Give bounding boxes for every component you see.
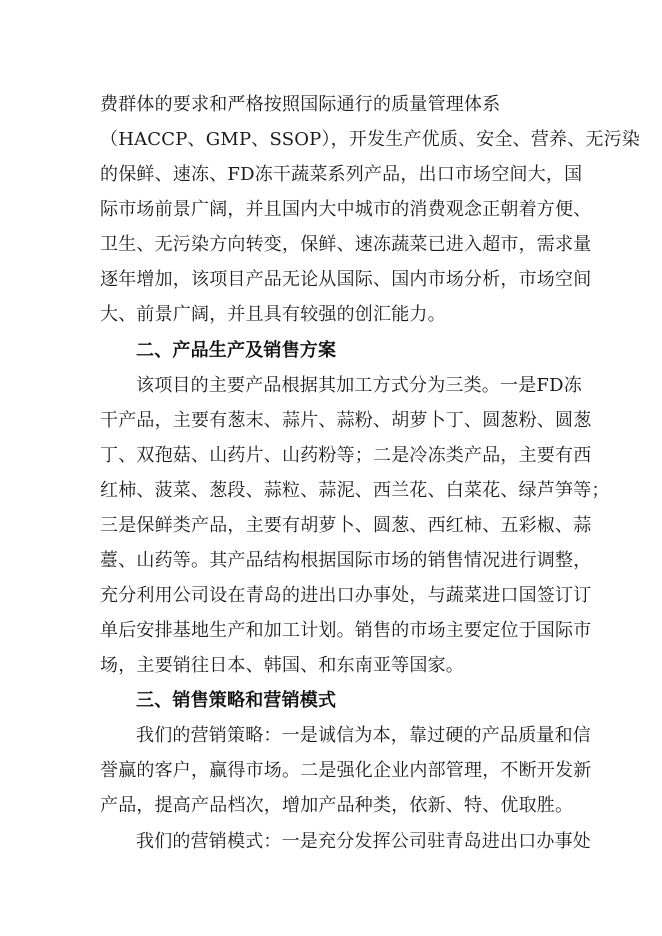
paragraph-line: 薹、山药等。其产品结构根据国际市场的销售情况进行调整， bbox=[100, 550, 592, 571]
paragraph-line: 干产品，主要有葱末、蒜片、蒜粉、胡萝卜丁、圆葱粉、圆葱 bbox=[100, 410, 592, 431]
paragraph-line-end: 产品，提高产品档次，增加产品种类，依新、特、优取胜。 bbox=[100, 795, 574, 816]
paragraph-first-line: 该项目的主要产品根据其加工方式分为三类。一是FD冻 bbox=[136, 375, 582, 396]
paragraph-first-line: 我们的营销模式：一是充分发挥公司驻青岛进出口办事处 bbox=[136, 831, 591, 852]
paragraph-line: 三是保鲜类产品，主要有胡萝卜、圆葱、西红柿、五彩椒、蒜 bbox=[100, 515, 592, 536]
paragraph-line-continuation: 费群体的要求和严格按照国际通行的质量管理体系 bbox=[100, 94, 501, 115]
section-heading-product-sales: 二、产品生产及销售方案 bbox=[136, 340, 337, 361]
paragraph-line: 际市场前景广阔，并且国内大中城市的消费观念正朝着方便、 bbox=[100, 199, 592, 220]
paragraph-line: 充分利用公司设在青岛的进出口办事处，与蔬菜进口国签订订 bbox=[100, 585, 592, 606]
paragraph-line: 红柿、菠菜、葱段、蒜粒、蒜泥、西兰花、白菜花、绿芦笋等； bbox=[100, 480, 610, 501]
paragraph-line: 的保鲜、速冻、FD冻干蔬菜系列产品，出口市场空间大，国 bbox=[100, 164, 583, 185]
paragraph-line: 单后安排基地生产和加工计划。销售的市场主要定位于国际市 bbox=[100, 620, 592, 641]
paragraph-line-end: 场，主要销往日本、韩国、和东南亚等国家。 bbox=[100, 655, 464, 676]
paragraph-line-end: 大、前景广阔，并且具有较强的创汇能力。 bbox=[100, 304, 446, 325]
paragraph-line: 丁、双孢菇、山药片、山药粉等；二是冷冻类产品，主要有西 bbox=[100, 445, 592, 466]
paragraph-line: （HACCP、GMP、SSOP），开发生产优质、安全、营养、无污染 bbox=[100, 129, 641, 150]
paragraph-first-line: 我们的营销策略：一是诚信为本，靠过硬的产品质量和信 bbox=[136, 725, 591, 746]
section-heading-sales-strategy: 三、销售策略和营销模式 bbox=[136, 690, 337, 711]
paragraph-line: 誉赢的客户，赢得市场。二是强化企业内部管理，不断开发新 bbox=[100, 760, 592, 781]
paragraph-line: 逐年增加，该项目产品无论从国际、国内市场分析，市场空间 bbox=[100, 269, 592, 290]
paragraph-line: 卫生、无污染方向转变，保鲜、速冻蔬菜已进入超市，需求量 bbox=[100, 234, 592, 255]
